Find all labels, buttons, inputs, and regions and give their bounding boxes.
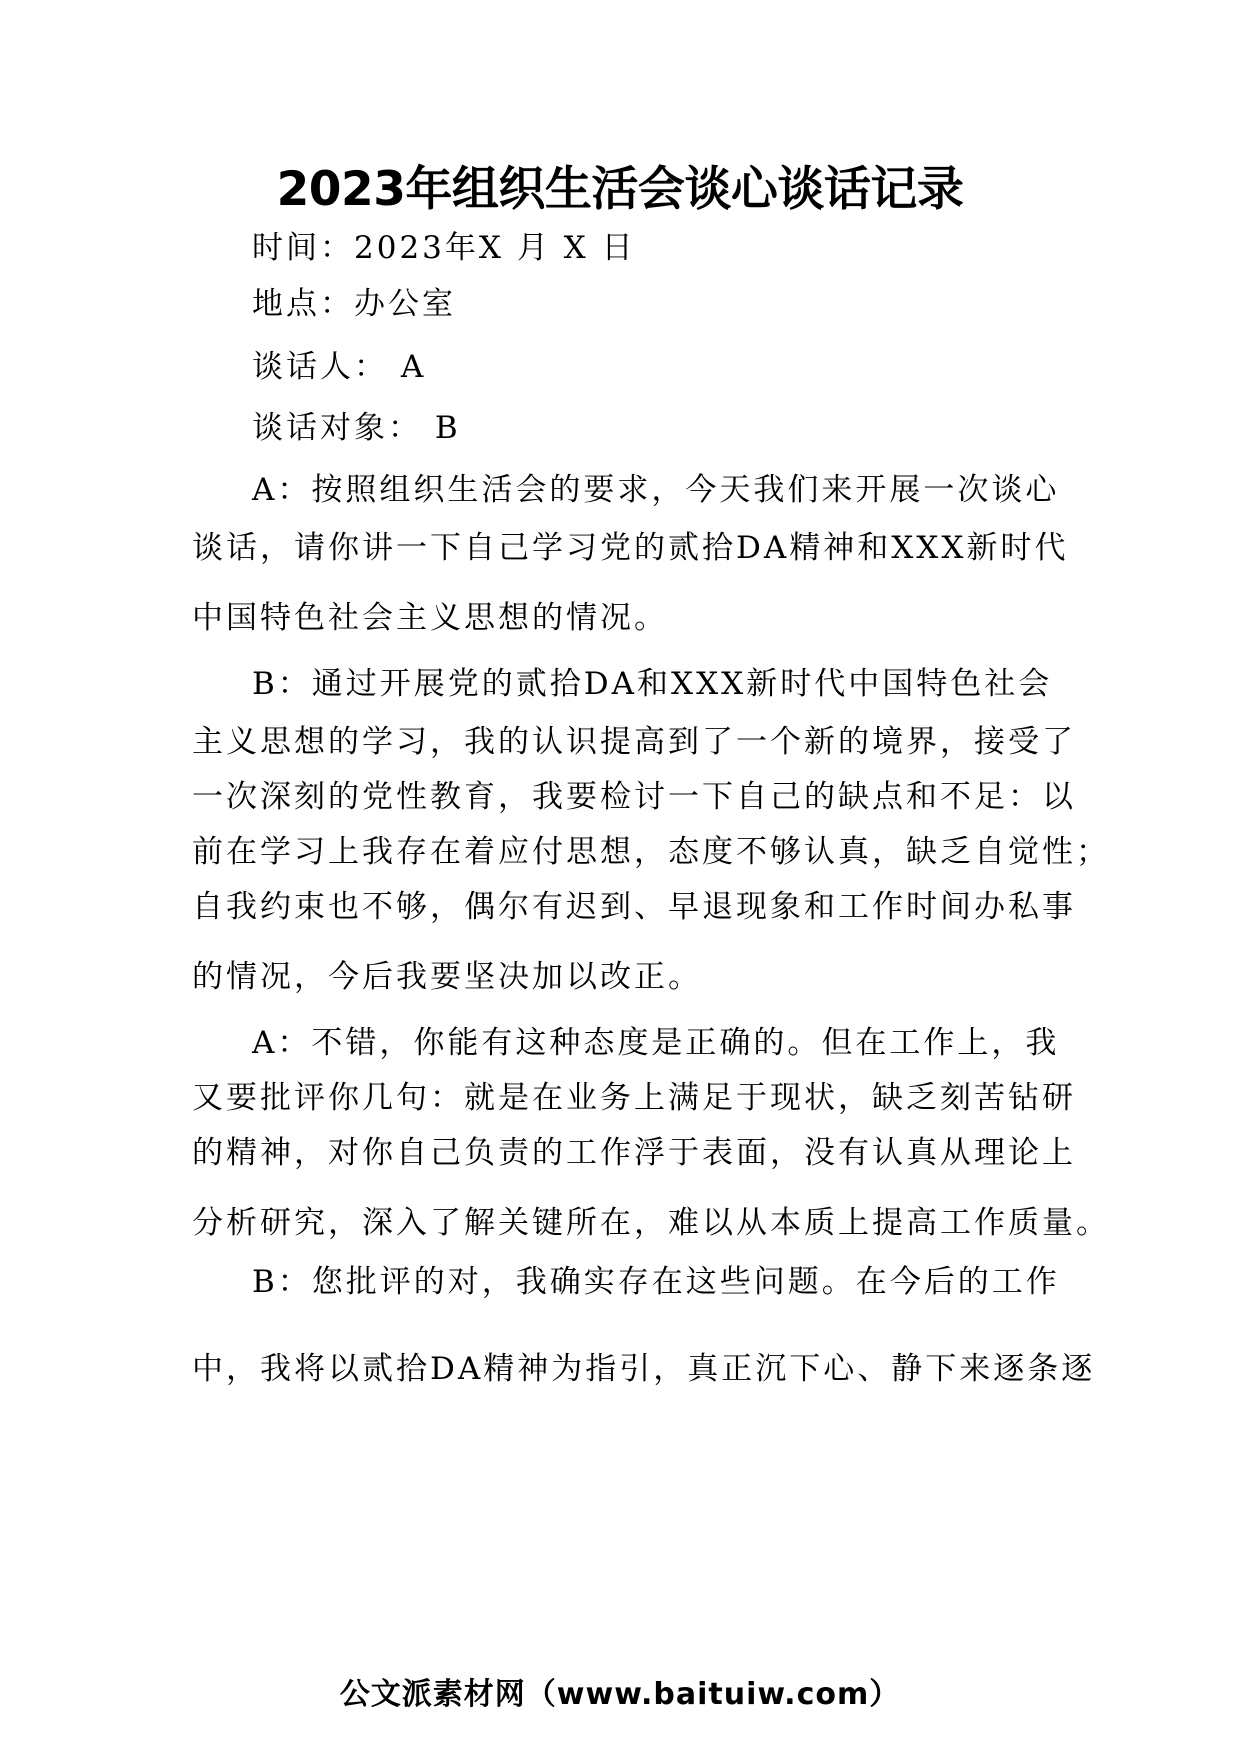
page-footer: 公文派素材网（www.baituiw.com） — [339, 1677, 901, 1712]
body-line: B：通过开展党的贰拾DA和XXX新时代中国特色社会 — [252, 666, 1053, 702]
body-line: 的情况，今后我要坚决加以改正。 — [192, 959, 702, 995]
body-line: A：不错，你能有这种态度是正确的。但在工作上，我 — [252, 1025, 1060, 1061]
document-title: 2023年组织生活会谈心谈话记录 — [276, 162, 964, 217]
body-line: 前在学习上我存在着应付思想，态度不够认真，缺乏自觉性； — [192, 834, 1110, 870]
body-line: 一次深刻的党性教育，我要检讨一下自己的缺点和不足：以 — [192, 779, 1076, 815]
body-line: A：按照组织生活会的要求，今天我们来开展一次谈心 — [252, 472, 1060, 508]
meta-time: 时间：2023年X 月 X 日 — [252, 230, 636, 266]
meta-speaker: 谈话人： A — [252, 349, 427, 385]
meta-place: 地点：办公室 — [252, 286, 456, 322]
body-line: 自我约束也不够，偶尔有迟到、早退现象和工作时间办私事 — [192, 889, 1076, 925]
meta-target: 谈话对象： B — [252, 410, 461, 446]
body-line: 的精神，对你自己负责的工作浮于表面，没有认真从理论上 — [192, 1135, 1076, 1171]
body-line: 又要批评你几句：就是在业务上满足于现状，缺乏刻苦钻研 — [192, 1080, 1076, 1116]
body-line: 谈话，请你讲一下自己学习党的贰拾DA精神和XXX新时代 — [192, 530, 1069, 566]
body-line: 分析研究，深入了解关键所在，难以从本质上提高工作质量。 — [192, 1205, 1110, 1241]
body-line: 主义思想的学习，我的认识提高到了一个新的境界，接受了 — [192, 724, 1076, 760]
body-line: B：您批评的对，我确实存在这些问题。在今后的工作 — [252, 1264, 1060, 1300]
body-line: 中国特色社会主义思想的情况。 — [192, 600, 668, 636]
body-line: 中，我将以贰拾DA精神为指引，真正沉下心、静下来逐条逐 — [192, 1351, 1096, 1387]
